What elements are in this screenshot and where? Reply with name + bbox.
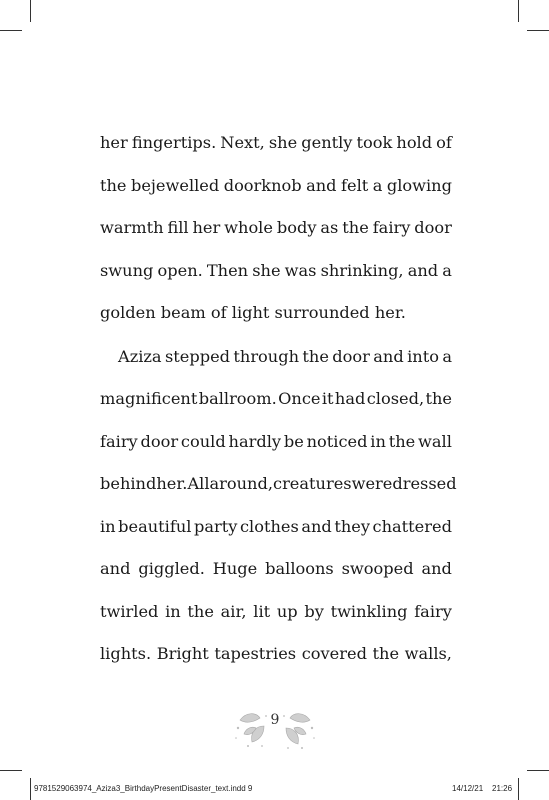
crop-mark-bottom-right-h <box>527 770 549 771</box>
text-line: lights. Bright tapestries covered the walls, <box>100 644 452 663</box>
paragraph-1 <box>100 122 452 335</box>
text-line: behind her. All around, creatures were dressed <box>100 474 457 493</box>
text-line: twirled in the air, lit up by twinkling fairy <box>100 601 452 621</box>
page-number: 9 <box>270 712 280 728</box>
crop-mark-bottom-left-h <box>0 770 22 771</box>
crop-mark-top-right-h <box>527 30 549 31</box>
text-line: in beautiful party clothes and they chattered <box>100 516 452 536</box>
slug-date: 14/12/21 <box>452 784 484 793</box>
text-line: fairy door could hardly be noticed in the wall <box>100 431 452 451</box>
text-line: and giggled. Huge balloons swooped and <box>100 559 452 578</box>
text-line: golden beam of light surrounded her. <box>100 303 406 322</box>
text-line: the bejewelled doorknob and felt a glowing <box>100 175 452 195</box>
text-line: her fingertips. Next, she gently took hold of <box>100 133 452 152</box>
crop-mark-top-right <box>518 0 519 22</box>
crop-mark-top-left <box>30 0 31 22</box>
crop-mark-bottom-right <box>518 778 519 800</box>
slug-time: 21:26 <box>492 784 513 793</box>
text-line: warmth fill her whole body as the fairy door <box>100 218 452 237</box>
crop-mark-top-left-h <box>0 30 22 31</box>
text-line: Aziza stepped through the door and into a <box>118 346 452 366</box>
page-number-ornament <box>232 706 318 754</box>
body-text <box>100 122 457 676</box>
crop-mark-bottom-left <box>30 778 31 800</box>
text-line: swung open. Then she was shrinking, and a <box>100 260 452 280</box>
paragraph-2 <box>100 336 457 676</box>
text-line: magnificent ballroom. Once it had closed, the <box>100 389 452 408</box>
slug-file: 9781529063974_Aziza3_BirthdayPresentDisaster_text.indd 9 <box>34 784 253 793</box>
